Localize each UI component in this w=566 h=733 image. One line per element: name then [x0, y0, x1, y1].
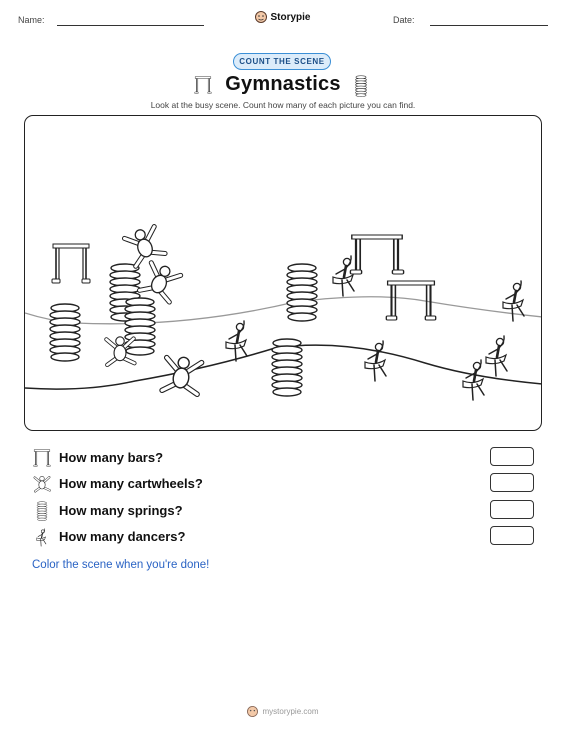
dancer [333, 256, 354, 296]
count-the-scene-badge: COUNT THE SCENE [233, 53, 331, 70]
question-springs [32, 500, 542, 522]
bar [52, 244, 90, 283]
dancer [486, 336, 507, 376]
footer-url[interactable]: mystorypie.com [262, 707, 319, 716]
bar [386, 281, 435, 320]
cartwheel [123, 224, 165, 266]
dancer-icon [32, 527, 52, 547]
spring-icon [352, 75, 370, 97]
footer [0, 704, 566, 722]
spring [287, 264, 317, 321]
page-title: Gymnastics [225, 73, 341, 95]
date-field-line[interactable] [430, 25, 548, 26]
dancer [226, 321, 247, 361]
cartwheel-icon [32, 474, 52, 494]
spring [50, 304, 80, 361]
busy-scene [24, 115, 542, 431]
answer-box-cartwheels[interactable] [490, 473, 534, 492]
date-label: Date: [393, 15, 415, 25]
question-text: How many dancers? [59, 529, 186, 544]
instructions: Look at the busy scene. Count how many of each picture you can find. [150, 100, 416, 110]
question-bars [32, 447, 542, 469]
answer-box-springs[interactable] [490, 500, 534, 519]
question-text: How many bars? [59, 450, 164, 465]
question-text: How many cartwheels? [59, 476, 203, 491]
question-text: How many springs? [59, 503, 183, 518]
bar [350, 235, 403, 274]
spring [125, 298, 155, 355]
storypie-logo-icon [255, 11, 267, 23]
bar-icon [32, 448, 52, 468]
question-cartwheels [32, 473, 542, 495]
name-label: Name: [18, 15, 45, 25]
answer-box-dancers[interactable] [490, 526, 534, 545]
spring [272, 339, 302, 396]
color-note: Color the scene when you're done! [32, 559, 210, 571]
spring-icon [32, 501, 52, 521]
dancer [463, 360, 484, 400]
cartwheel [139, 260, 183, 304]
answer-box-bars[interactable] [490, 447, 534, 466]
dancer [365, 341, 386, 381]
question-dancers [32, 526, 542, 548]
brand-name: Storypie [270, 11, 311, 23]
storypie-logo-icon [247, 706, 258, 717]
